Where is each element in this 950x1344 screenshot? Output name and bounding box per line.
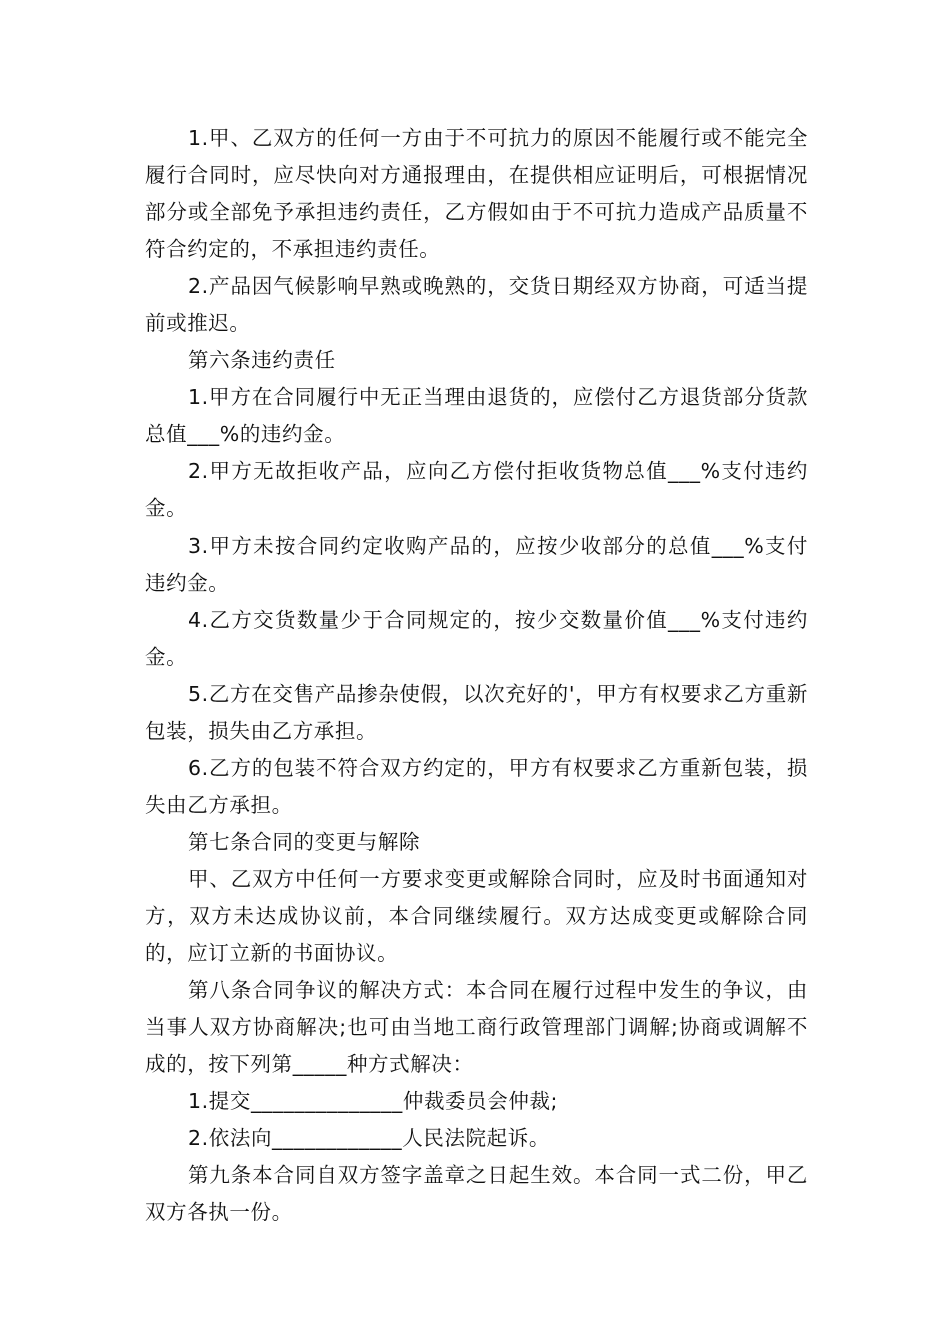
clause-modification: 甲、乙双方中任何一方要求变更或解除合同时，应及时书面通知对方，双方未达成协议前，本合同继续履行。双方达成变更或解除合同的，应订立新的书面协议。 <box>145 866 808 966</box>
document-body <box>145 120 808 1231</box>
clause-liability-2: 2.甲方无故拒收产品，应向乙方偿付拒收货物总值___%支付违约金。 <box>145 459 808 521</box>
clause-liability-5: 5.乙方在交售产品掺杂使假，以次充好的'，甲方有权要求乙方重新包装，损失由乙方承担。 <box>145 681 808 743</box>
clause-dispute-resolution: 第八条合同争议的解决方式：本合同在履行过程中发生的争议，由当事人双方协商解决;也可由当地工商行政管理部门调解;协商或调解不成的，按下列第_____种方式解决： <box>145 978 808 1077</box>
clause-liability-1: 1.甲方在合同履行中无正当理由退货的，应偿付乙方退货部分货款总值___%的违约金。 <box>145 385 808 447</box>
dispute-option-court: 2.依法向____________人民法院起诉。 <box>188 1126 550 1151</box>
clause-force-majeure-2: 2.产品因气候影响早熟或晚熟的，交货日期经双方协商，可适当提前或推迟。 <box>145 274 808 336</box>
section-heading-article-7: 第七条合同的变更与解除 <box>188 829 421 854</box>
clause-liability-6: 6.乙方的包装不符合双方约定的，甲方有权要求乙方重新包装，损失由乙方承担。 <box>145 755 808 817</box>
clause-force-majeure-1: 1.甲、乙双方的任何一方由于不可抗力的原因不能履行或不能完全履行合同时，应尽快向对方通报理由，在提供相应证明后，可根据情况部分或全部免予承担违约责任，乙方假如由于不可抗力造成产品质量不符合约定的，不承担违约责任。 <box>145 126 808 262</box>
dispute-option-arbitration: 1.提交______________仲裁委员会仲裁; <box>188 1089 559 1114</box>
clause-liability-4: 4.乙方交货数量少于合同规定的，按少交数量价值___%支付违约金。 <box>145 607 808 669</box>
clause-effectiveness: 第九条本合同自双方签字盖章之日起生效。本合同一式二份，甲乙双方各执一份。 <box>145 1163 808 1225</box>
section-heading-article-6: 第六条违约责任 <box>188 348 336 373</box>
clause-liability-3: 3.甲方未按合同约定收购产品的，应按少收部分的总值___%支付违约金。 <box>145 533 808 595</box>
